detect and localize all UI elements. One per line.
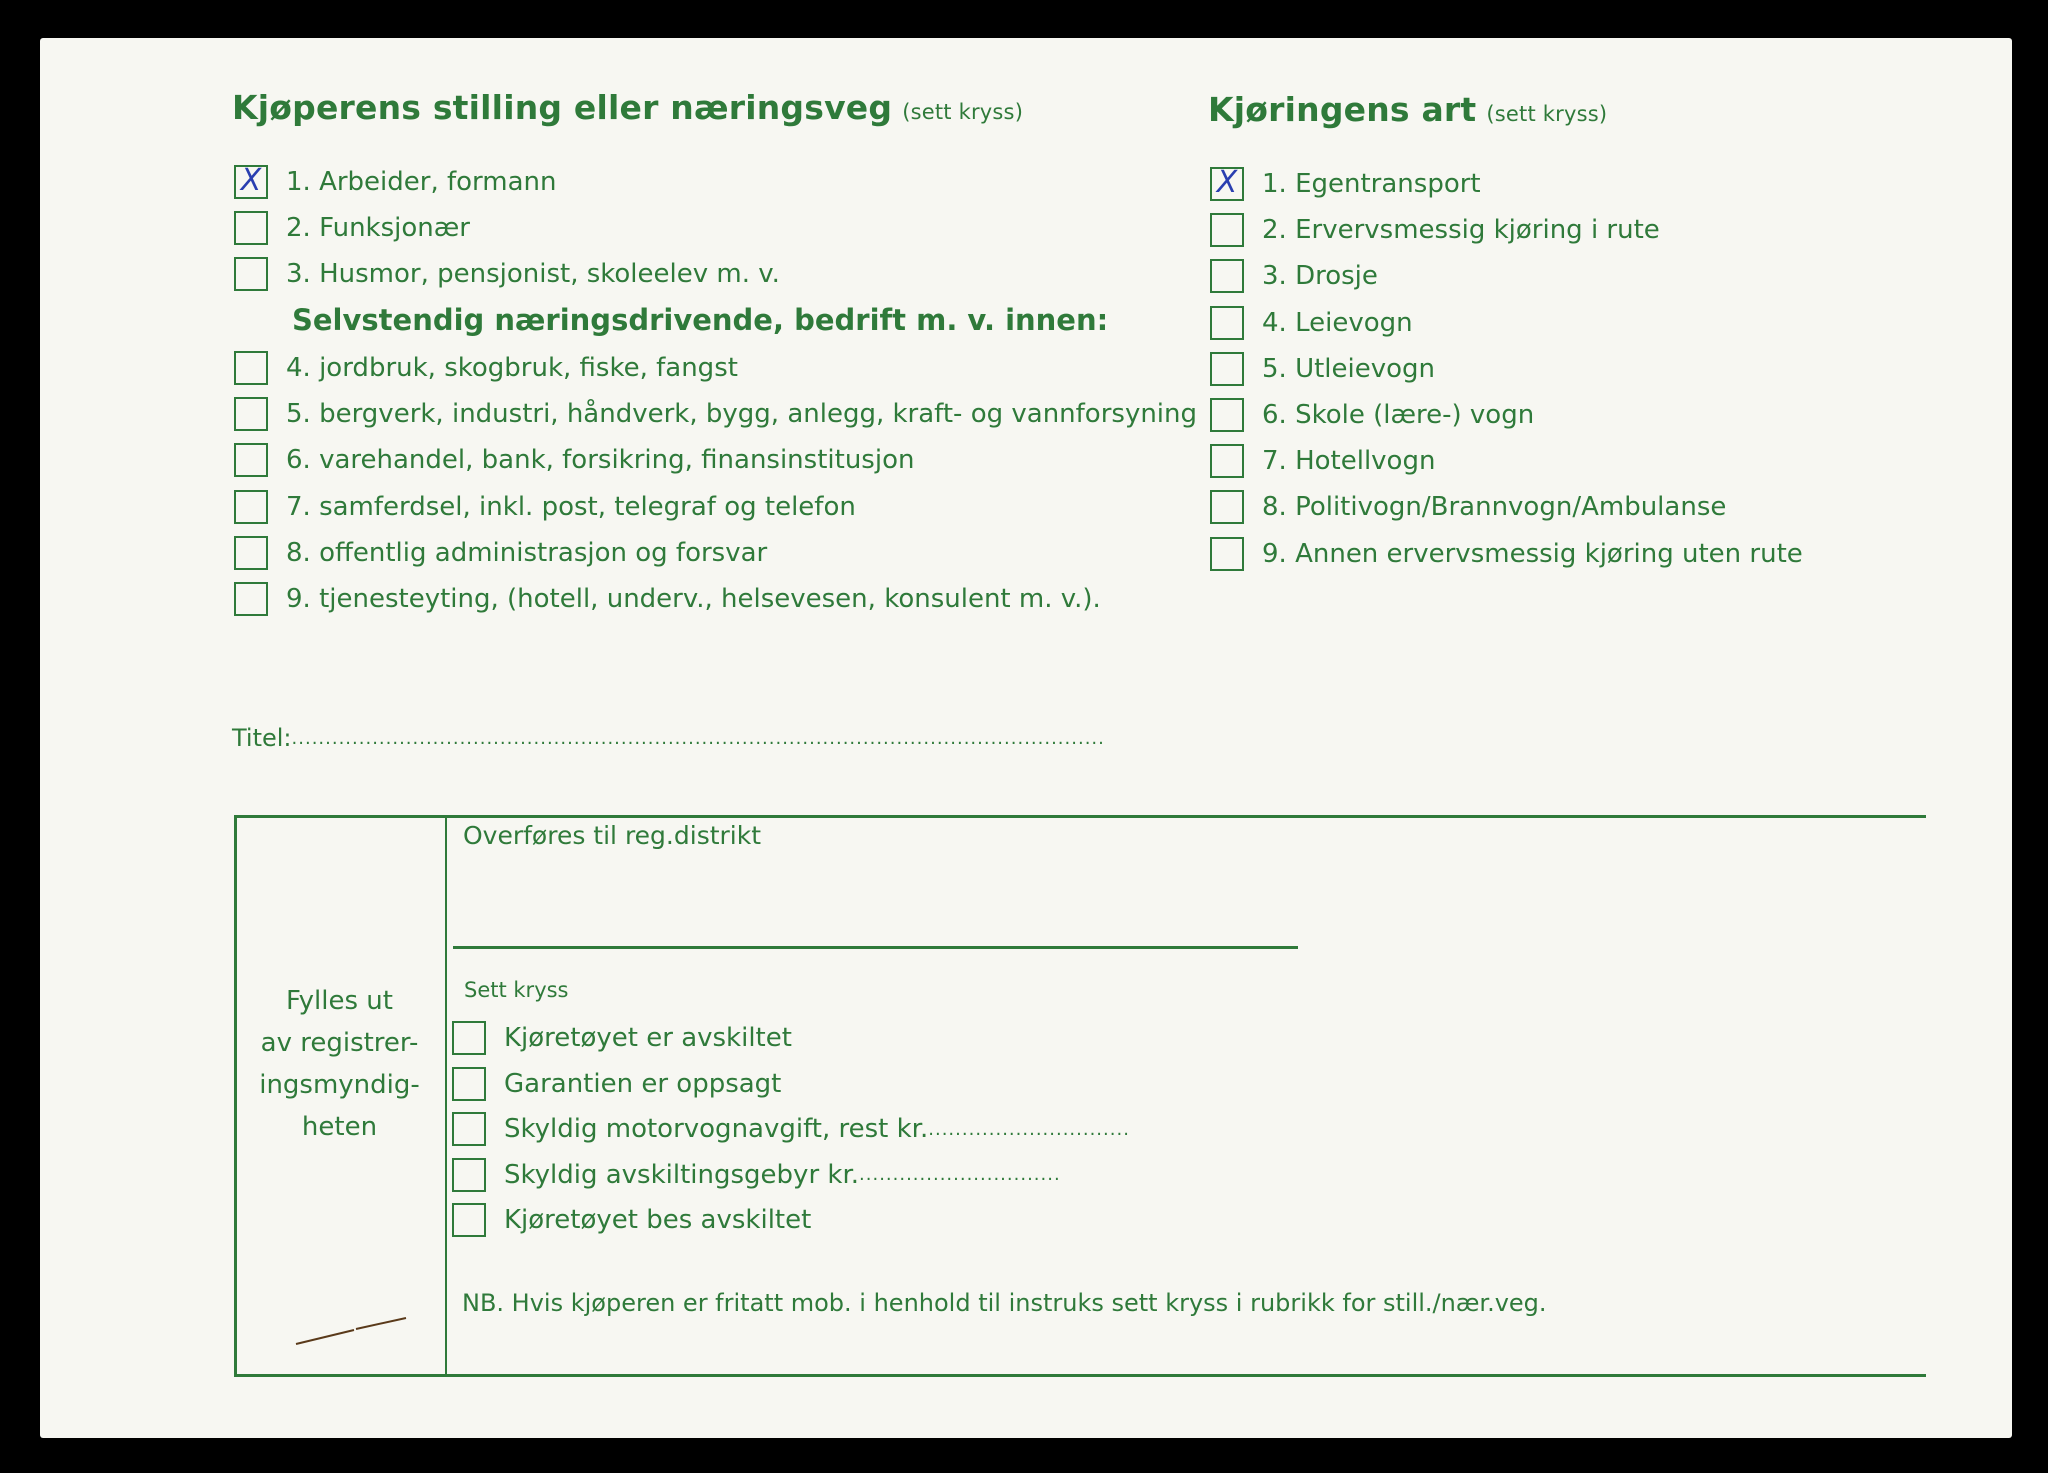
driving-type-item-7[interactable]: [1210, 441, 1435, 481]
buyer-occupation-title: Kjøperens stilling eller næringsveg: [232, 88, 893, 127]
registration-check-4[interactable]: [452, 1155, 1061, 1195]
checkbox[interactable]: [1210, 213, 1244, 247]
buyer-occupation-item-1[interactable]: [234, 162, 557, 202]
checkbox[interactable]: [452, 1203, 486, 1237]
panel-bottom-border: [234, 1374, 1926, 1377]
buyer-sector-item-label: 5. bergverk, industri, håndverk, bygg, anlegg, kraft- og vannforsyning: [286, 399, 1198, 430]
panel-divider: [445, 815, 447, 1377]
driving-type-heading: [1208, 90, 1607, 129]
driving-type-item-label: 6. Skole (lære-) vogn: [1262, 400, 1535, 430]
driving-type-item-2[interactable]: [1210, 210, 1660, 250]
buyer-occupation-item-2[interactable]: [234, 208, 470, 248]
buyer-sector-item-label: 8. offentlig administrasjon og forsvar: [286, 537, 768, 568]
registration-panel: [234, 815, 1926, 1377]
title-dotted-line: .........................................................................................................................: [291, 727, 1105, 749]
authority-label-line-2: av registrer-: [260, 1028, 419, 1058]
checkbox[interactable]: [452, 1067, 486, 1101]
transfer-field-line[interactable]: [453, 946, 1298, 949]
form-card: [40, 38, 2012, 1438]
driving-type-item-1[interactable]: [1210, 164, 1481, 204]
transfer-label: Overføres til reg.distrikt: [463, 820, 762, 850]
registration-check-label: Skyldig motorvognavgift, rest kr.: [504, 1114, 929, 1144]
checkbox[interactable]: [1210, 490, 1244, 524]
driving-type-item-6[interactable]: [1210, 395, 1534, 435]
driving-type-title: Kjøringens art: [1208, 90, 1477, 129]
checkbox[interactable]: [234, 165, 268, 199]
buyer-occupation-item-label: 1. Arbeider, formann: [286, 167, 557, 197]
amount-dotted-line[interactable]: ..............................: [928, 1118, 1130, 1140]
title-field[interactable]: [232, 718, 1105, 758]
driving-type-item-label: 8. Politivogn/Brannvogn/Ambulanse: [1262, 492, 1727, 523]
checkbox[interactable]: [1210, 537, 1244, 571]
driving-type-item-label: 1. Egentransport: [1262, 169, 1481, 199]
driving-type-item-label: 7. Hotellvogn: [1262, 446, 1436, 477]
driving-type-item-8[interactable]: [1210, 487, 1726, 527]
buyer-sector-item-label: 7. samferdsel, inkl. post, telegraf og telefon: [286, 491, 856, 522]
checkbox[interactable]: [234, 536, 268, 570]
registration-check-label: Garantien er oppsagt: [504, 1068, 782, 1099]
buyer-sector-item-3[interactable]: [234, 440, 914, 480]
driving-type-item-9[interactable]: [1210, 534, 1803, 574]
driving-type-item-label: 9. Annen ervervsmessig kjøring uten rute: [1262, 538, 1803, 569]
checkbox[interactable]: [452, 1021, 486, 1055]
amount-dotted-line[interactable]: ..............................: [859, 1164, 1061, 1185]
checkbox[interactable]: [1210, 352, 1244, 386]
checkbox[interactable]: [452, 1112, 486, 1146]
buyer-sector-item-label: 4. jordbruk, skogbruk, fiske, fangst: [286, 353, 738, 383]
registration-check-3[interactable]: [452, 1109, 1130, 1149]
checkbox[interactable]: [452, 1158, 486, 1192]
registration-check-1[interactable]: [452, 1018, 792, 1058]
registration-check-2[interactable]: [452, 1064, 781, 1104]
authority-label: [234, 980, 445, 1148]
checkbox[interactable]: [234, 257, 268, 291]
extra-check-label: Kjøretøyet bes avskiltet: [504, 1205, 812, 1235]
buyer-occupation-hint: (sett kryss): [902, 100, 1024, 124]
title-label: Titel:: [232, 724, 292, 752]
check-hint: Sett kryss: [464, 978, 569, 1002]
checkbox[interactable]: [234, 582, 268, 616]
driving-type-item-5[interactable]: [1210, 349, 1435, 389]
checkbox[interactable]: [234, 397, 268, 431]
driving-type-hint: (sett kryss): [1486, 102, 1608, 126]
buyer-sector-item-5[interactable]: [234, 533, 767, 573]
driving-type-item-label: 4. Leievogn: [1262, 307, 1413, 338]
driving-type-item-label: 2. Ervervsmessig kjøring i rute: [1262, 215, 1660, 246]
buyer-occupation-item-label: 2. Funksjonær: [286, 213, 470, 243]
authority-label-line-4: heten: [301, 1112, 378, 1142]
checked-mark-icon: X: [240, 163, 262, 198]
driving-type-item-label: 3. Drosje: [1262, 261, 1378, 292]
authority-label-line-1: Fylles ut: [286, 986, 393, 1016]
driving-type-item-3[interactable]: [1210, 256, 1378, 296]
buyer-sector-item-6[interactable]: [234, 579, 1101, 619]
buyer-occupation-heading: [232, 88, 1023, 127]
checkbox[interactable]: [1210, 444, 1244, 478]
checkbox[interactable]: [1210, 306, 1244, 340]
checkbox[interactable]: [1210, 259, 1244, 293]
self-employed-subheading: Selvstendig næringsdrivende, bedrift m. v. innen:: [292, 303, 1109, 337]
buyer-sector-item-label: 6. varehandel, bank, forsikring, finansinstitusjon: [286, 445, 915, 476]
buyer-sector-item-label: 9. tjenesteyting, (hotell, underv., helsevesen, konsulent m. v.).: [286, 584, 1101, 614]
pen-stroke-mark: [294, 1312, 414, 1352]
checkbox[interactable]: [1210, 167, 1244, 201]
checkbox[interactable]: [1210, 398, 1244, 432]
buyer-sector-item-1[interactable]: [234, 348, 738, 388]
buyer-occupation-item-label: 3. Husmor, pensjonist, skoleelev m. v.: [286, 259, 780, 289]
driving-type-item-4[interactable]: [1210, 303, 1413, 343]
extra-check-row[interactable]: [452, 1200, 811, 1240]
nb-note: NB. Hvis kjøperen er fritatt mob. i henhold til instruks sett kryss i rubrikk for still./nær.veg.: [462, 1289, 1547, 1317]
checkbox[interactable]: [234, 443, 268, 477]
checkbox[interactable]: [234, 351, 268, 385]
authority-label-line-3: ingsmyndig-: [259, 1070, 420, 1100]
checked-mark-icon: X: [1216, 165, 1238, 200]
checkbox[interactable]: [234, 211, 268, 245]
checkbox[interactable]: [234, 490, 268, 524]
registration-check-label: Kjøretøyet er avskiltet: [504, 1023, 792, 1053]
driving-type-item-label: 5. Utleievogn: [1262, 353, 1436, 384]
buyer-occupation-item-3[interactable]: [234, 254, 780, 294]
buyer-sector-item-2[interactable]: [234, 394, 1197, 434]
registration-check-label: Skyldig avskiltingsgebyr kr.: [504, 1159, 860, 1190]
buyer-sector-item-4[interactable]: [234, 487, 856, 527]
